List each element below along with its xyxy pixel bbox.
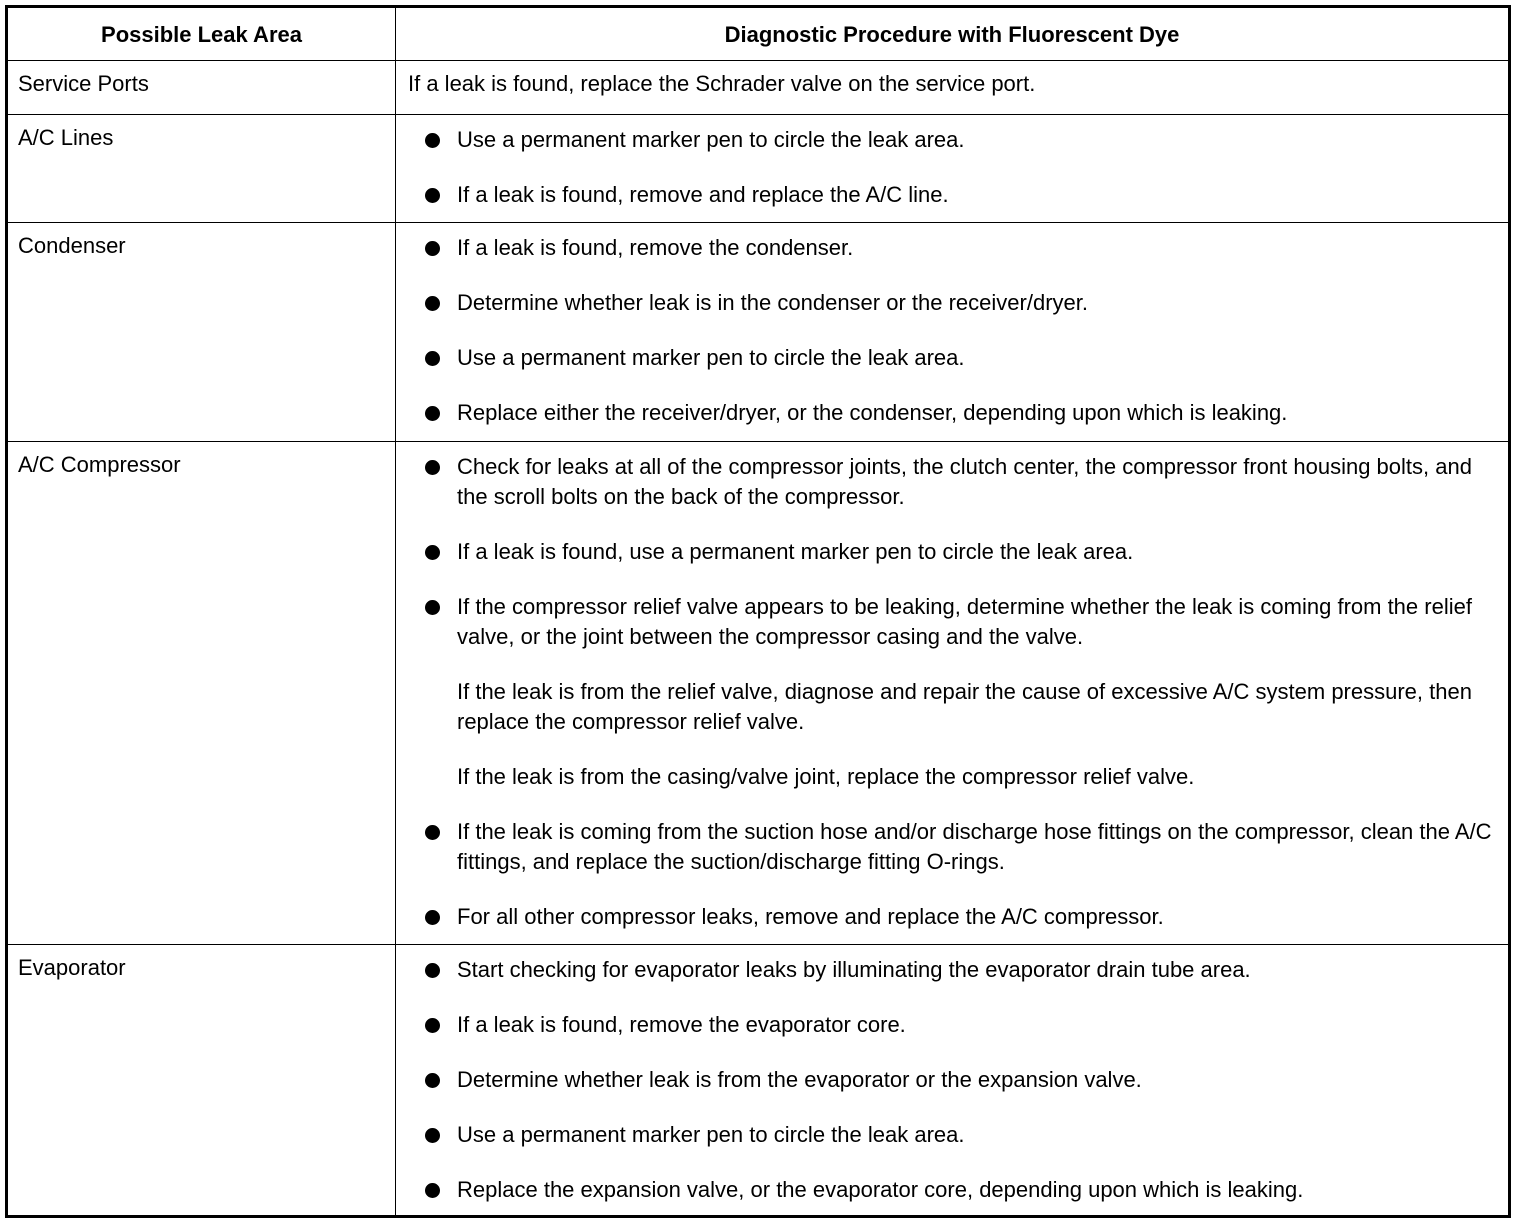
procedure-step <box>408 288 1496 318</box>
procedure-step <box>408 1175 1496 1205</box>
bullet-icon <box>425 188 440 203</box>
leak-area-cell: A/C Compressor <box>7 442 396 945</box>
bullet-icon <box>425 241 440 256</box>
table-row <box>7 223 1510 442</box>
procedure-bullet-list <box>408 955 1496 1205</box>
bullet-icon <box>425 1128 440 1143</box>
header-row <box>7 7 1510 61</box>
procedure-step <box>408 817 1496 877</box>
procedure-step <box>408 902 1496 932</box>
bullet-icon <box>425 600 440 615</box>
procedure-step <box>408 537 1496 567</box>
procedure-step-text: Use a permanent marker pen to circle the leak area. <box>457 345 965 370</box>
procedure-step-text: Replace either the receiver/dryer, or the condenser, depending upon which is leaking. <box>457 400 1288 425</box>
procedure-step-text: For all other compressor leaks, remove and replace the A/C compressor. <box>457 904 1164 929</box>
procedure-bullet-list <box>408 452 1496 932</box>
procedure-text: If a leak is found, replace the Schrader valve on the service port. <box>408 71 1036 96</box>
table-row <box>7 61 1510 115</box>
procedure-step-text: Check for leaks at all of the compressor joints, the clutch center, the compressor front housing bolts, and the scroll bolts on the back of the compressor. <box>457 454 1472 509</box>
table-row <box>7 442 1510 945</box>
procedure-step-text: If the compressor relief valve appears to be leaking, determine whether the leak is coming from the relief valve, or the joint between the compressor casing and the valve. <box>457 594 1472 649</box>
leak-diagnosis-table <box>5 5 1511 1218</box>
bullet-icon <box>425 910 440 925</box>
table-row <box>7 115 1510 223</box>
procedure-step <box>408 452 1496 512</box>
procedure-step <box>408 1065 1496 1095</box>
bullet-icon <box>425 296 440 311</box>
bullet-icon <box>425 1018 440 1033</box>
procedure-step <box>408 398 1496 428</box>
header-diagnostic-procedure: Diagnostic Procedure with Fluorescent Dye <box>396 7 1510 61</box>
table-row <box>7 945 1510 1217</box>
procedure-step-text: Start checking for evaporator leaks by illuminating the evaporator drain tube area. <box>457 957 1251 982</box>
procedure-cell <box>396 61 1510 115</box>
bullet-icon <box>425 133 440 148</box>
table-body <box>7 61 1510 1217</box>
procedure-step-text: If a leak is found, use a permanent marker pen to circle the leak area. <box>457 539 1134 564</box>
header-possible-leak-area: Possible Leak Area <box>7 7 396 61</box>
procedure-sub-paragraph: If the leak is from the casing/valve joint, replace the compressor relief valve. <box>457 764 1195 789</box>
bullet-icon <box>425 460 440 475</box>
procedure-cell <box>396 115 1510 223</box>
procedure-step-text: If a leak is found, remove the evaporator core. <box>457 1012 906 1037</box>
bullet-icon <box>425 545 440 560</box>
bullet-icon <box>425 963 440 978</box>
procedure-bullet-list <box>408 125 1496 210</box>
procedure-step-text: Use a permanent marker pen to circle the leak area. <box>457 127 965 152</box>
bullet-icon <box>425 825 440 840</box>
procedure-step <box>408 592 1496 792</box>
leak-area-cell: Condenser <box>7 223 396 442</box>
procedure-step-text: Determine whether leak is from the evaporator or the expansion valve. <box>457 1067 1142 1092</box>
procedure-cell <box>396 223 1510 442</box>
procedure-step-text: If a leak is found, remove the condenser. <box>457 235 854 260</box>
procedure-step-text: Replace the expansion valve, or the evaporator core, depending upon which is leaking. <box>457 1177 1304 1202</box>
procedure-step-text: Use a permanent marker pen to circle the leak area. <box>457 1122 965 1147</box>
bullet-icon <box>425 351 440 366</box>
leak-area-cell: Evaporator <box>7 945 396 1217</box>
procedure-step <box>408 955 1496 985</box>
procedure-step-text: If a leak is found, remove and replace the A/C line. <box>457 182 949 207</box>
bullet-icon <box>425 1183 440 1198</box>
procedure-cell <box>396 442 1510 945</box>
procedure-step <box>408 125 1496 155</box>
procedure-step <box>408 1120 1496 1150</box>
procedure-step-text: Determine whether leak is in the condenser or the receiver/dryer. <box>457 290 1088 315</box>
procedure-step-text: If the leak is coming from the suction hose and/or discharge hose fittings on the compressor, clean the A/C fittings, and replace the suction/discharge fitting O-rings. <box>457 819 1492 874</box>
procedure-step <box>408 180 1496 210</box>
leak-area-cell: A/C Lines <box>7 115 396 223</box>
procedure-step <box>408 233 1496 263</box>
bullet-icon <box>425 406 440 421</box>
leak-area-cell: Service Ports <box>7 61 396 115</box>
procedure-bullet-list <box>408 233 1496 428</box>
procedure-sub-paragraph: If the leak is from the relief valve, diagnose and repair the cause of excessive A/C system pressure, then replace the compressor relief valve. <box>457 679 1472 734</box>
procedure-step <box>408 1010 1496 1040</box>
procedure-cell <box>396 945 1510 1217</box>
procedure-step <box>408 343 1496 373</box>
bullet-icon <box>425 1073 440 1088</box>
